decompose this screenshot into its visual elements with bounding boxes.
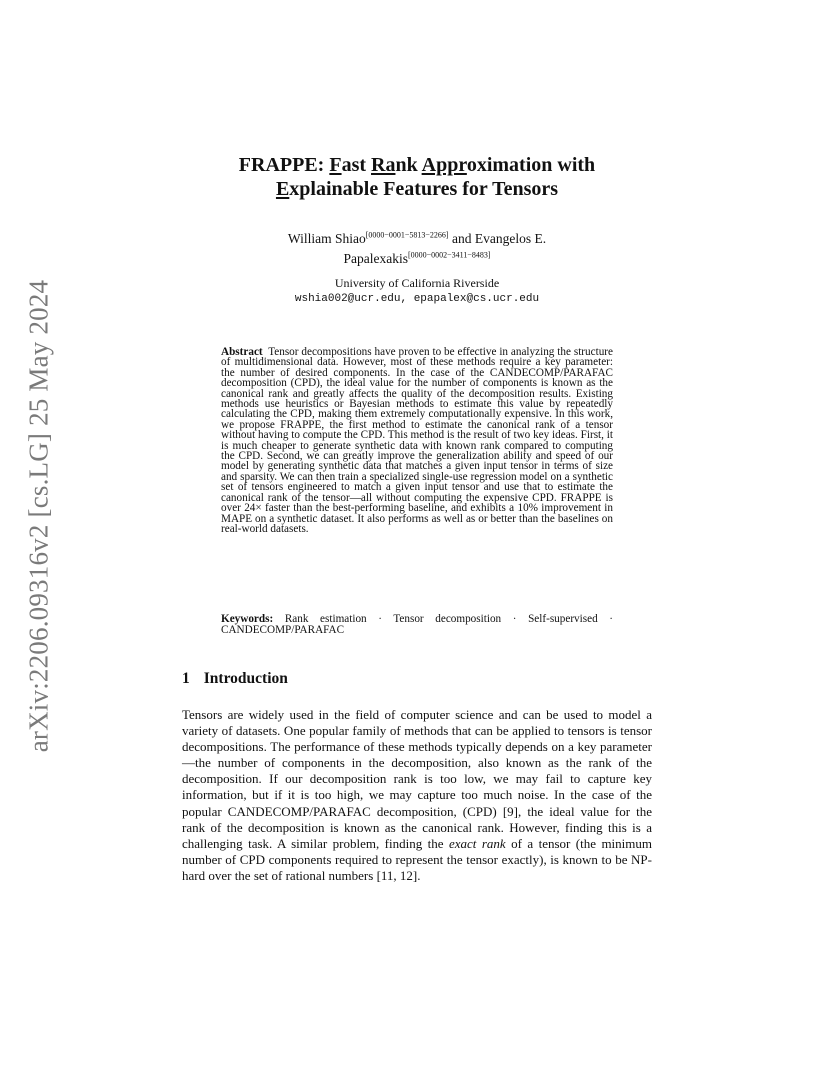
- author-list: William Shiao[0000−0001−5813−2266] and Evangelos E. Papalexakis[0000−0002−3411−8483]: [287, 230, 547, 266]
- keywords: [221, 614, 613, 636]
- section-number: 1: [182, 670, 190, 687]
- orcid-id: [0000−0002−3411−8483]: [407, 250, 491, 260]
- emphasized-term: exact rank: [448, 835, 506, 851]
- section-heading: [182, 669, 288, 689]
- abstract-heading: Abstract: [221, 346, 263, 358]
- arxiv-identifier: arXiv:2206.09316v2 [cs.LG] 25 May 2024: [23, 279, 54, 753]
- author-name: Papalexakis: [343, 251, 408, 266]
- keywords-label: Keywords:: [221, 613, 274, 625]
- abstract-text: Tensor decompositions have proven to be effective in analyzing the structure of multidimensional data. However, most of these methods require a key parameter: the number of desired components. In the case of the CANDECOMP/PARAFAC decomposition (CPD), the ideal value for the number of components is known as the canonical rank and greatly affects the quality of the decomposition results. Existing methods use heuristics or Bayesian methods to estimate this value by repeatedly calculating the CPD, making them extremely computationally expensive. In this work, we propose FRAPPE, the first method to estimate the canonical rank of a tensor without having to compute the CPD. This method is the result of two key ideas. First, it is much cheaper to generate synthetic data with known rank compared to computing the CPD. Second, we can greatly improve the generalization ability and speed of our model by generating synthetic data that matches a given input tensor in terms of size and sparsity. We can then train a specialized single-use regression model on a synthetic set of tensors engineered to match a given input tensor and use that to estimate the canonical rank of the tensor—all without computing the expensive CPD. FRAPPE is over 24× faster than the best-performing baseline, and exhibits a 10% improvement in MAPE on a synthetic dataset. It also performs as well as or better than the baselines on real-world datasets.: [221, 346, 613, 535]
- title-underlined-e: E: [275, 178, 290, 200]
- introduction-paragraph: Tensors are widely used in the field of computer science and can be used to model a variety of datasets. One popular family of methods that can be applied to tensors is tensor decompositions. The performance of these methods typically depends on a key parameter—the number of components in the decomposition, also known as the rank of the decomposition. If our decomposition rank is too low, we may fail to capture key information, but if it is too high, we may capture too much noise. In the case of the popular CANDECOMP/PARAFAC decomposition, (CPD) [9], the ideal value for the rank of the decomposition is known as the canonical rank. However, finding this is a challenging task. A similar problem, finding the exact rank of a tensor (the minimum number of CPD components required to represent the tensor exactly), is known to be NP-hard over the set of rational numbers [11, 12].: [182, 707, 652, 883]
- affiliation: [182, 275, 652, 307]
- title-underlined-f: F: [329, 154, 342, 176]
- paper-title: FRAPPE: Fast Rank Approximation with Explainable Features for Tensors: [238, 154, 596, 200]
- abstract: [221, 347, 613, 534]
- keywords-text: Rank estimation · Tensor decomposition · Self-supervised · CANDECOMP/PARAFAC: [221, 613, 613, 636]
- author-emails: wshia002@ucr.edu, epapalex@cs.ucr.edu: [294, 293, 540, 305]
- section-title: Introduction: [203, 670, 288, 687]
- author-name: William Shiao: [287, 231, 366, 246]
- orcid-id: [0000−0001−5813−2266]: [365, 230, 449, 240]
- arxiv-sidebar-stamp: [10, 276, 68, 756]
- institution: University of California Riverside: [334, 276, 500, 290]
- title-underlined-ra: Ra: [371, 154, 396, 176]
- title-underlined-appr: Appr: [421, 154, 467, 176]
